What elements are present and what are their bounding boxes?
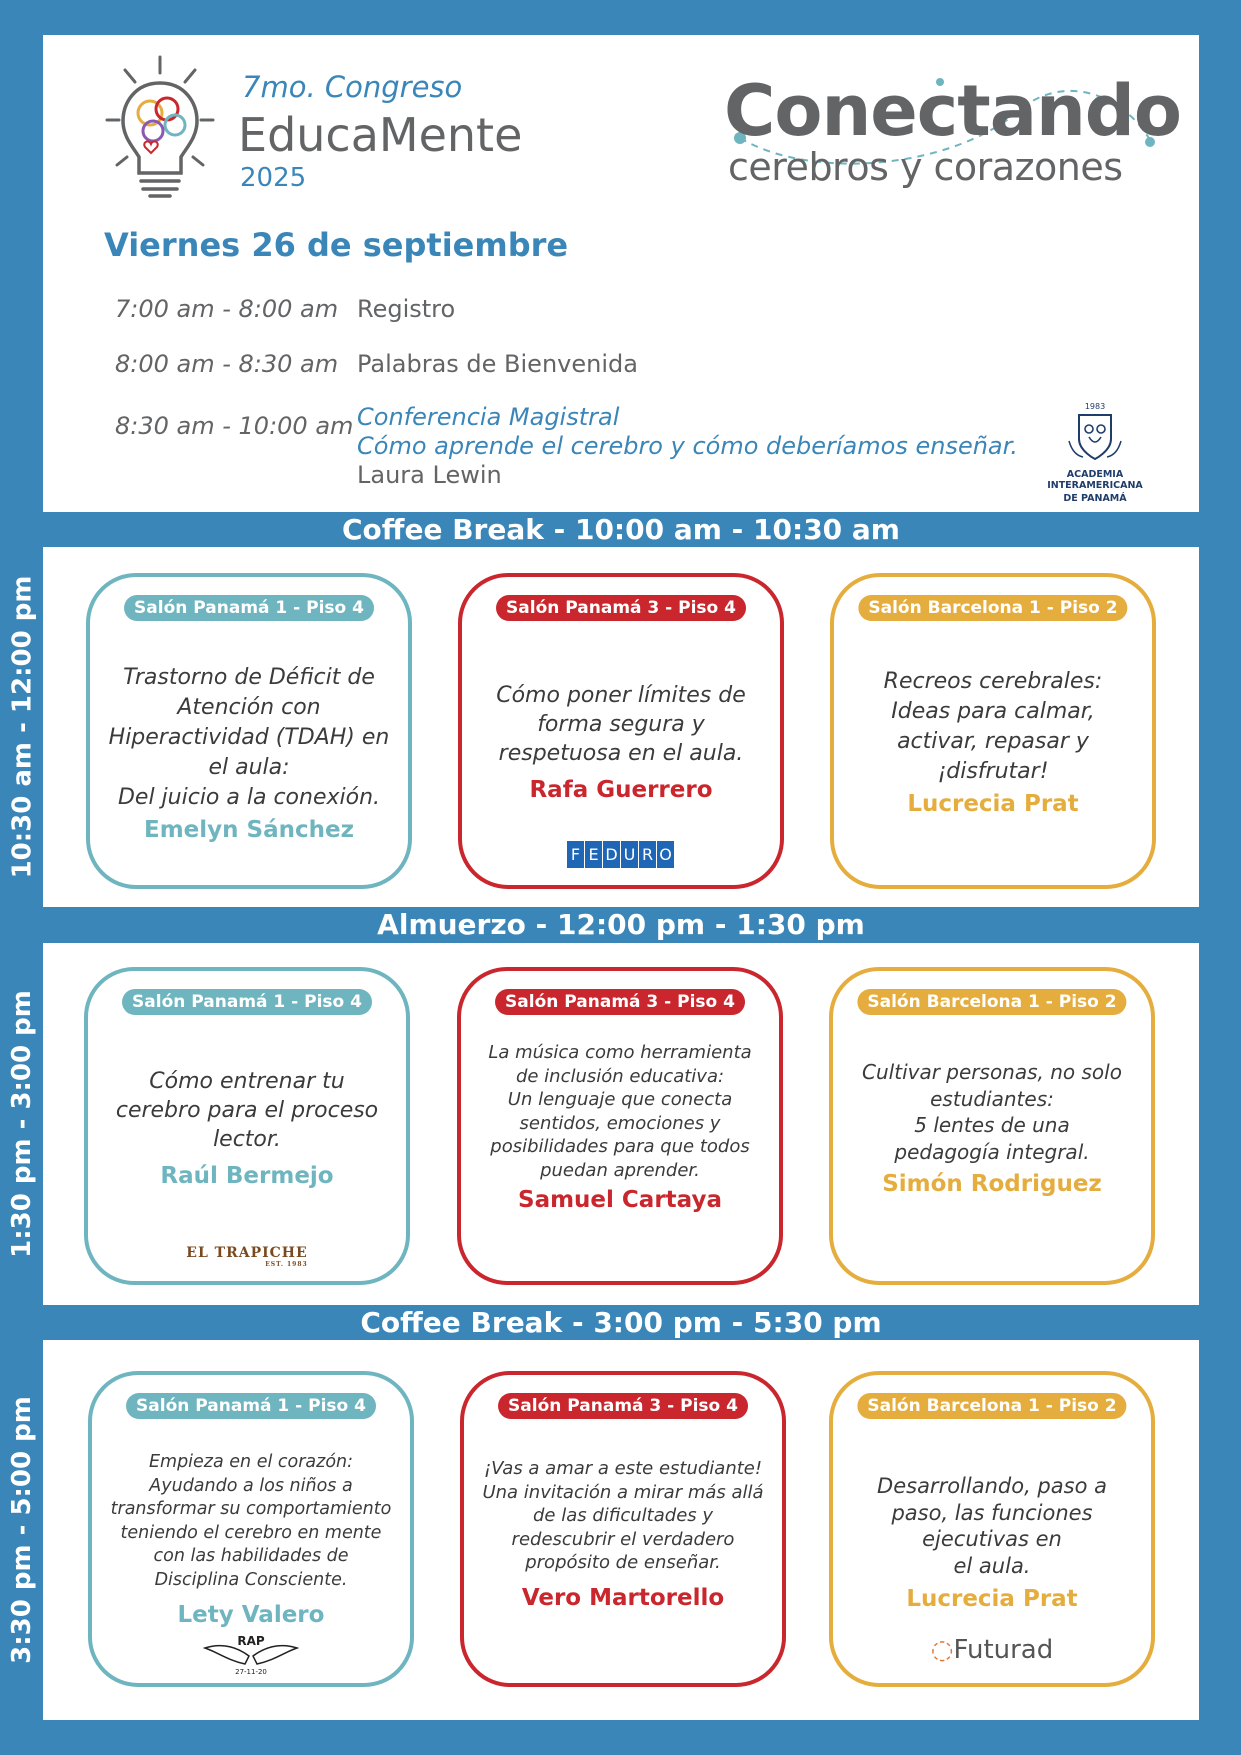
session-card[interactable] bbox=[84, 967, 410, 1285]
session-card[interactable] bbox=[830, 573, 1156, 889]
time-label-block-2: 1:30 pm - 3:00 pm bbox=[7, 990, 37, 1258]
session-title: Cómo entrenar tu cerebro para el proceso lector. bbox=[115, 1069, 379, 1152]
agenda-title: Registro bbox=[357, 295, 456, 323]
owl-shield-icon bbox=[1065, 411, 1125, 463]
room-badge: Salón Panamá 1 - Piso 4 bbox=[124, 595, 374, 621]
room-badge: Salón Barcelona 1 - Piso 2 bbox=[858, 595, 1127, 621]
lunch-break: Almuerzo - 12:00 pm - 1:30 pm bbox=[377, 908, 865, 941]
el-trapiche-logo: EL TRAPICHE EST. 1983 bbox=[186, 1245, 308, 1268]
academy-name-2: DE PANAMÁ bbox=[1063, 493, 1127, 504]
session-card[interactable] bbox=[458, 573, 784, 889]
speaker-name: Rafa Guerrero bbox=[529, 777, 713, 803]
time-label-block-3: 3:30 pm - 5:00 pm bbox=[7, 1396, 37, 1664]
brand-title: Conectando bbox=[724, 70, 1181, 152]
keynote-subtitle: Cómo aprende el cerebro y cómo deberíamos enseñar. bbox=[357, 432, 1018, 460]
keynote-title: Conferencia Magistral bbox=[357, 403, 620, 431]
session-title: ¡Vas a amar a este estudiante! Una invitación a mirar más allá de las dificultades y redescubrir el verdadero propósito de enseñar. bbox=[482, 1458, 764, 1573]
session-card[interactable] bbox=[86, 573, 412, 889]
coffee-break-2: Coffee Break - 3:00 pm - 5:30 pm bbox=[360, 1306, 882, 1339]
agenda-time: 8:30 am - 10:00 am bbox=[115, 412, 354, 440]
congress-name: EducaMente bbox=[238, 108, 523, 162]
speaker-name: Simón Rodriguez bbox=[882, 1171, 1102, 1197]
agenda-title: Palabras de Bienvenida bbox=[357, 350, 638, 378]
speaker-name: Lucrecia Prat bbox=[906, 1586, 1078, 1612]
session-title: La música como herramienta de inclusión educativa: Un lenguaje que conecta sentidos, emociones y posibilidades para que todos puedan aprender. bbox=[488, 1042, 752, 1181]
event-date: Viernes 26 de septiembre bbox=[104, 226, 569, 264]
brand-subtitle: cerebros y corazones bbox=[728, 145, 1123, 189]
session-title: Cultivar personas, no solo estudiantes: 5 lentes de una pedagogía integral. bbox=[862, 1060, 1122, 1164]
session-card[interactable] bbox=[457, 967, 783, 1285]
academy-year: 1983 bbox=[1084, 402, 1106, 411]
session-title: Desarrollando, paso a paso, las funciones ejecutivas en el aula. bbox=[877, 1474, 1107, 1578]
futurad-logo: ◌Futurad bbox=[930, 1635, 1054, 1665]
conectando-logo bbox=[720, 70, 1181, 190]
room-badge: Salón Barcelona 1 - Piso 2 bbox=[857, 989, 1126, 1015]
congress-year: 2025 bbox=[240, 163, 307, 193]
coffee-break-1: Coffee Break - 10:00 am - 10:30 am bbox=[342, 513, 900, 546]
agenda-time: 8:00 am - 8:30 am bbox=[115, 350, 339, 378]
congress-edition: 7mo. Congreso bbox=[242, 70, 463, 104]
session-title: Empieza en el corazón: Ayudando a los niños a transformar su comportamiento teniendo el cerebro en mente con las habilidades de Disciplina Consciente. bbox=[110, 1452, 392, 1590]
session-card[interactable] bbox=[88, 1371, 414, 1687]
room-badge: Salón Panamá 3 - Piso 4 bbox=[498, 1393, 748, 1419]
room-badge: Salón Panamá 1 - Piso 4 bbox=[122, 989, 372, 1015]
keynote-speaker: Laura Lewin bbox=[357, 461, 502, 489]
time-label-block-1: 10:30 am - 12:00 pm bbox=[7, 575, 38, 879]
feduro-logo: F E D U R O bbox=[567, 841, 675, 868]
academy-logo bbox=[1025, 402, 1165, 504]
lightbulb-brain-icon bbox=[105, 55, 215, 205]
room-badge: Salón Panamá 1 - Piso 4 bbox=[126, 1393, 376, 1419]
session-title: Trastorno de Déficit de Atención con Hiperactividad (TDAH) en el aula: Del juicio a la conexión. bbox=[108, 665, 390, 810]
speaker-name: Lucrecia Prat bbox=[907, 791, 1079, 817]
room-badge: Salón Panamá 3 - Piso 4 bbox=[496, 595, 746, 621]
academy-name: ACADEMIA INTERAMERICANA bbox=[1047, 469, 1143, 491]
session-card[interactable] bbox=[460, 1371, 786, 1687]
speaker-name: Vero Martorello bbox=[521, 1585, 725, 1611]
session-card[interactable] bbox=[829, 967, 1155, 1285]
speaker-name: Emelyn Sánchez bbox=[144, 817, 354, 843]
session-title: Recreos cerebrales: Ideas para calmar, activar, repasar y ¡disfrutar! bbox=[883, 669, 1103, 784]
spiral-icon: ◌ bbox=[930, 1635, 954, 1665]
rap-logo: RAP 27-11-20 bbox=[203, 1634, 299, 1680]
session-card[interactable] bbox=[829, 1371, 1155, 1687]
room-badge: Salón Panamá 3 - Piso 4 bbox=[495, 989, 745, 1015]
agenda-time: 7:00 am - 8:00 am bbox=[115, 295, 339, 323]
speaker-name: Lety Valero bbox=[177, 1602, 325, 1628]
speaker-name: Raúl Bermejo bbox=[160, 1163, 334, 1189]
speaker-name: Samuel Cartaya bbox=[518, 1187, 722, 1213]
room-badge: Salón Barcelona 1 - Piso 2 bbox=[857, 1393, 1126, 1419]
session-title: Cómo poner límites de forma segura y respetuosa en el aula. bbox=[496, 683, 746, 766]
